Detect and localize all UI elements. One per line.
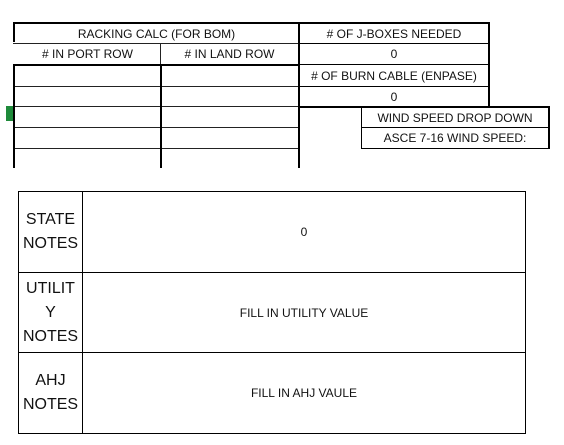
port-row-cell[interactable]	[15, 149, 160, 168]
column-land-row: # IN LAND ROW	[184, 47, 275, 61]
racking-calc-grid	[0, 0, 564, 170]
ahj-notes-label	[19, 353, 82, 433]
state-notes-line2: NOTES	[22, 235, 79, 252]
burn-cable-label: # OF BURN CABLE (ENPASE)	[311, 68, 477, 83]
port-row-cell[interactable]	[15, 108, 160, 127]
jbox-value[interactable]: 0	[390, 47, 398, 61]
ahj-notes-value[interactable]: FILL IN AHJ VAULE	[250, 386, 358, 400]
wind-speed-dropdown[interactable]: WIND SPEED DROP DOWN	[377, 110, 533, 125]
utility-notes-label	[19, 273, 82, 352]
state-notes-value[interactable]: 0	[300, 225, 308, 239]
land-row-cell[interactable]	[162, 66, 298, 86]
port-row-cell[interactable]	[15, 128, 160, 148]
burn-cable-value[interactable]: 0	[390, 89, 398, 104]
asce-wind-speed: ASCE 7-16 WIND SPEED:	[383, 131, 527, 145]
port-row-cell[interactable]	[15, 66, 160, 86]
cell-marker	[6, 106, 13, 121]
land-row-cell[interactable]	[162, 128, 298, 148]
ahj-notes-line2: NOTES	[22, 396, 79, 413]
port-row-cell[interactable]	[15, 87, 160, 106]
ahj-notes-line1: AHJ	[35, 372, 66, 389]
utility-notes-line3: NOTES	[22, 327, 79, 345]
land-row-cell[interactable]	[162, 149, 298, 168]
utility-notes-value[interactable]: FILL IN UTILITY VALUE	[239, 305, 369, 320]
notes-table	[18, 191, 526, 434]
column-port-row: # IN PORT ROW	[42, 47, 133, 61]
utility-notes-line2: Y	[45, 303, 56, 321]
land-row-cell[interactable]	[162, 108, 298, 127]
land-row-cell[interactable]	[162, 87, 298, 106]
jbox-label: # OF J-BOXES NEEDED	[326, 26, 462, 41]
state-notes-line1: STATE	[25, 211, 76, 228]
utility-notes-line1: UTILIT	[26, 279, 75, 297]
state-notes-label	[19, 192, 82, 272]
racking-title: RACKING CALC (FOR BOM)	[77, 26, 236, 41]
